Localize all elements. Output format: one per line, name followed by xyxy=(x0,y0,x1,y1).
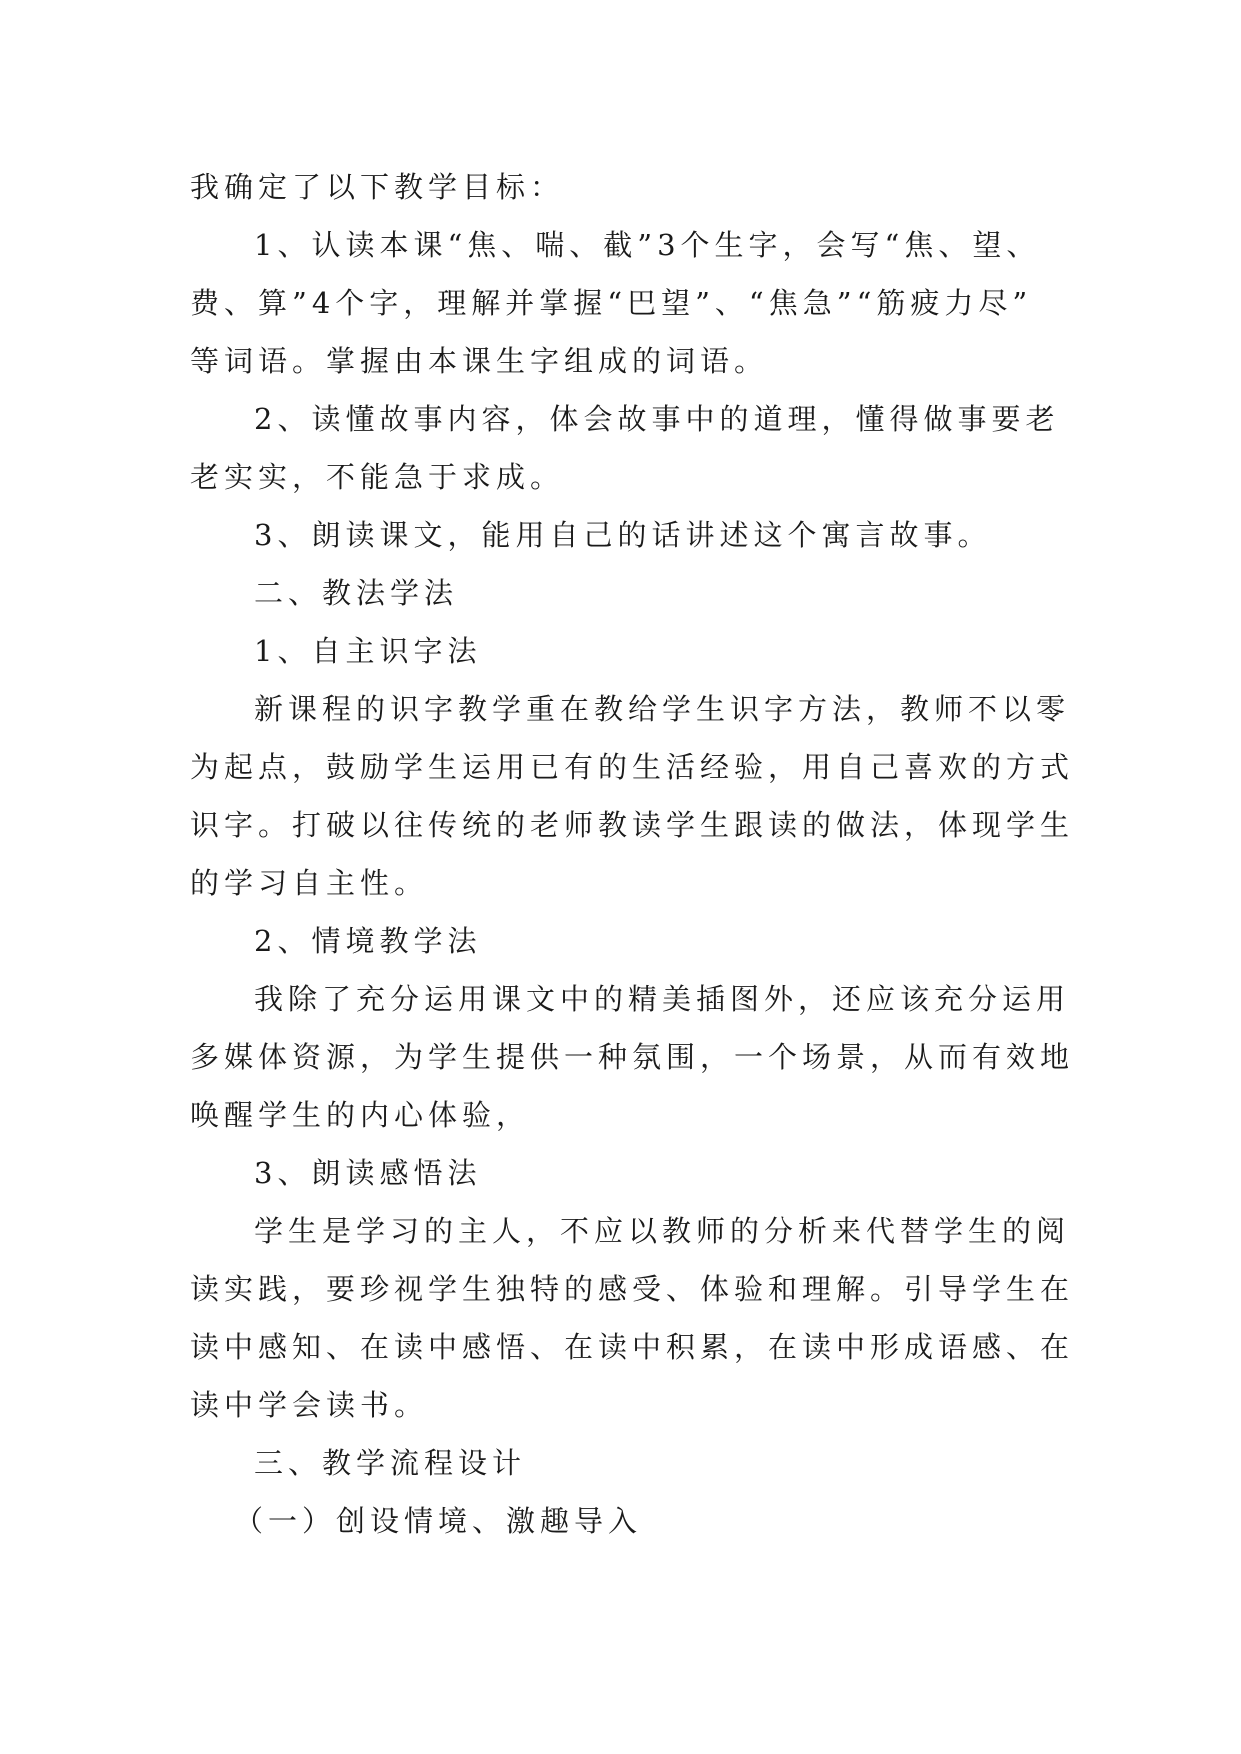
paragraph-line: 读实践，要珍视学生独特的感受、体验和理解。引导学生在 xyxy=(190,1272,1075,1306)
section-heading: 二、教法学法 xyxy=(254,576,459,610)
paragraph-line: 3、朗读课文，能用自己的话讲述这个寓言故事。 xyxy=(254,518,992,552)
paragraph-line: 费、算”4个字，理解并掌握“巴望”、“焦急”“筋疲力尽” xyxy=(190,286,1033,320)
paragraph-line: 我确定了以下教学目标： xyxy=(190,170,565,204)
paragraph-line: 新课程的识字教学重在教给学生识字方法，教师不以零 xyxy=(254,692,1071,726)
subsection-heading: 3、朗读感悟法 xyxy=(254,1156,482,1190)
paragraph-line: 读中感知、在读中感悟、在读中积累，在读中形成语感、在 xyxy=(190,1330,1075,1364)
paragraph-line: 1、认读本课“焦、喘、截”3个生字，会写“焦、望、 xyxy=(254,228,1041,262)
subsection-heading: 1、自主识字法 xyxy=(254,634,482,668)
document-body xyxy=(190,158,1075,1550)
paragraph-line: 学生是学习的主人，不应以教师的分析来代替学生的阅 xyxy=(254,1214,1071,1248)
paragraph-line: 为起点，鼓励学生运用已有的生活经验，用自己喜欢的方式 xyxy=(190,750,1075,784)
paragraph-line: 的学习自主性。 xyxy=(190,866,429,900)
section-heading: 三、教学流程设计 xyxy=(254,1446,527,1480)
paragraph-line: 识字。打破以往传统的老师教读学生跟读的做法，体现学生 xyxy=(190,808,1075,842)
paragraph-line: 读中学会读书。 xyxy=(190,1388,429,1422)
paragraph-line: 唤醒学生的内心体验， xyxy=(190,1098,531,1132)
paragraph-line: 2、读懂故事内容，体会故事中的道理，懂得做事要老 xyxy=(254,402,1060,436)
paragraph-line: 等词语。掌握由本课生字组成的词语。 xyxy=(190,344,769,378)
subsection-heading: 2、情境教学法 xyxy=(254,924,482,958)
paragraph-line: 老实实，不能急于求成。 xyxy=(190,460,565,494)
paragraph-line: 我除了充分运用课文中的精美插图外，还应该充分运用 xyxy=(254,982,1071,1016)
paragraph-line: 多媒体资源，为学生提供一种氛围，一个场景，从而有效地 xyxy=(190,1040,1075,1074)
subsection-heading: （一）创设情境、激趣导入 xyxy=(234,1504,643,1538)
